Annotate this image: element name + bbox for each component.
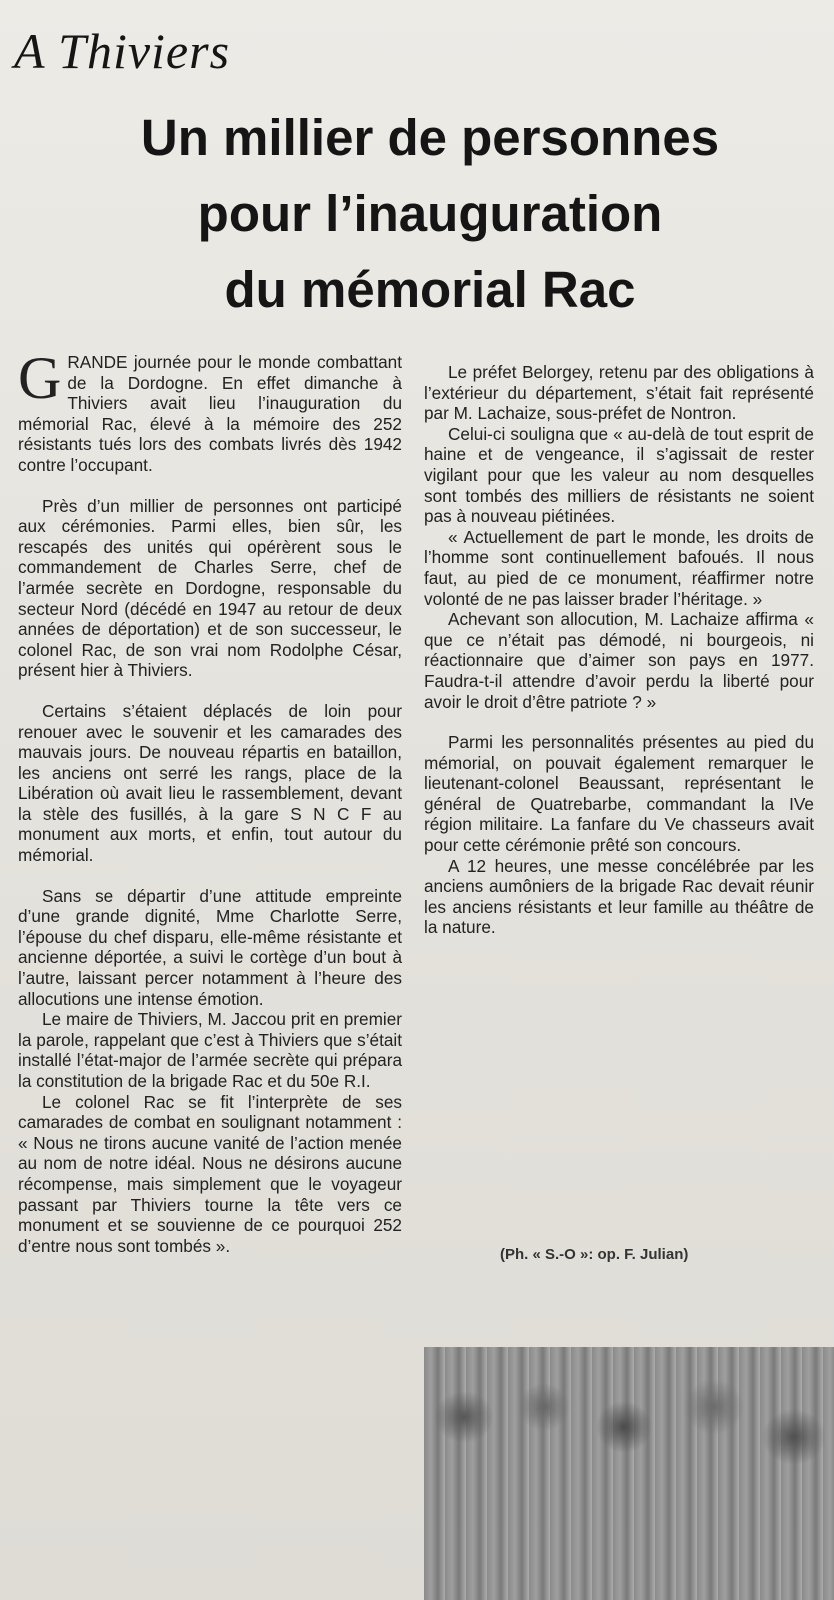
body-paragraph: Sans se départir d’une attitude empreinte d’une grande dignité, Mme Charlotte Serre, l’épouse du chef disparu, elle-même résistante et ancienne déportée, a suivi le cortège d’un bout à l’autre, laissant percer notamment à l’heure des allocutions une intense émotion. <box>18 885 402 1009</box>
body-paragraph: Près d’un millier de personnes ont participé aux cérémonies. Parmi elles, bien sûr, les rescapés des unités qui opérèrent sous le commandement de Charles Serre, chef de l’armée secrète en Dordogne, responsable du secteur Nord (décédé en 1947 au retour de deux années de déportation) et de son successeur, le colonel Rac, de son vrai nom Rodolphe César, présent hier à Thiviers. <box>18 495 402 681</box>
article-column-right <box>424 362 814 938</box>
crowd-photo <box>424 1347 834 1600</box>
body-paragraph: Certains s’étaient déplacés de loin pour renouer avec le souvenir et les camarades des mauvais jours. De nouveau répartis en bataillon, les anciens ont serré les rangs, place de la Libération où avait lieu le rassemblement, devant la stèle des fusillés, à la gare S N C F au monument aux morts, et enfin, tout autour du mémorial. <box>18 700 402 866</box>
headline-line-3: du mémorial Rac <box>224 261 636 318</box>
body-paragraph: Achevant son allocution, M. Lachaize affirma « que ce n’était pas démodé, ni bourgeois, ni réactionnaire que d’aimer son pays en 1977. Faudra-t-il attendre d’avoir perdu la liberté pour avoir le droit d’être patriote ? » <box>424 609 814 712</box>
body-paragraph: Celui-ci souligna que « au-delà de tout esprit de haine et de vengeance, il s’agissait de rester vigilant pour que les valeur au nom desquelles sont tombés des milliers de résistants ne soient pas à nouveau piétinées. <box>424 423 814 527</box>
headline-line-1: Un millier de personnes <box>140 109 720 166</box>
headline-line-2: pour l’inauguration <box>197 185 663 242</box>
article-column-left <box>18 345 402 1256</box>
body-paragraph: « Actuellement de part le monde, les droits de l’homme sont continuellement bafoués. Il nous faut, au pied de ce monument, réaffirmer notre volonté de ne pas laisser brader l’héritage. » <box>424 526 814 609</box>
lead-paragraph <box>18 345 402 476</box>
body-paragraph: A 12 heures, une messe concélébrée par les anciens aumôniers de la brigade Rac devait réunir les anciens résistants et leur famille au théâtre de la nature. <box>424 855 814 938</box>
drop-cap: G <box>18 345 62 411</box>
article-headline <box>40 100 820 328</box>
photo-credit: (Ph. « S.-O »: op. F. Julian) <box>500 1246 689 1263</box>
lead-text: RANDE journée pour le monde combattant de la Dordogne. En effet dimanche à Thiviers avait lieu l’inauguration du mémorial Rac, élevé à la mémoire des 252 résistants tués lors des combats livrés dès 1942 contre l’occupant. <box>18 352 402 475</box>
body-paragraph: Le maire de Thiviers, M. Jaccou prit en premier la parole, rappelant que c’est à Thiviers que s’était installé l’état-major de l’armée secrète qui prépara la constitution de la brigade Rac et du 50e R.I. <box>18 1009 402 1091</box>
article-kicker: A Thiviers <box>14 23 231 79</box>
body-paragraph: Le colonel Rac se fit l’interprète de ses camarades de combat en soulignant notamment : « Nous ne tirons aucune vanité de l’action menée au nom de notre idéal. Nous ne désirons aucune récompense, mais simplement que le voyageur passant par Thiviers tourne la tête vers ce monument et se souvienne de ce pourquoi 252 d’entre nous sont tombés ». <box>18 1091 402 1256</box>
body-paragraph: Parmi les personnalités présentes au pied du mémorial, on pouvait également remarquer le lieutenant-colonel Beaussant, représentant le général de Quatrebarbe, commandant la IVe région militaire. La fanfare du Ve chasseurs avait pour cette cérémonie prêté son concours. <box>424 732 814 856</box>
body-paragraph: Le préfet Belorgey, retenu par des obligations à l’extérieur du département, s’était fait représenté par M. Lachaize, sous-préfet de Nontron. <box>424 362 814 424</box>
